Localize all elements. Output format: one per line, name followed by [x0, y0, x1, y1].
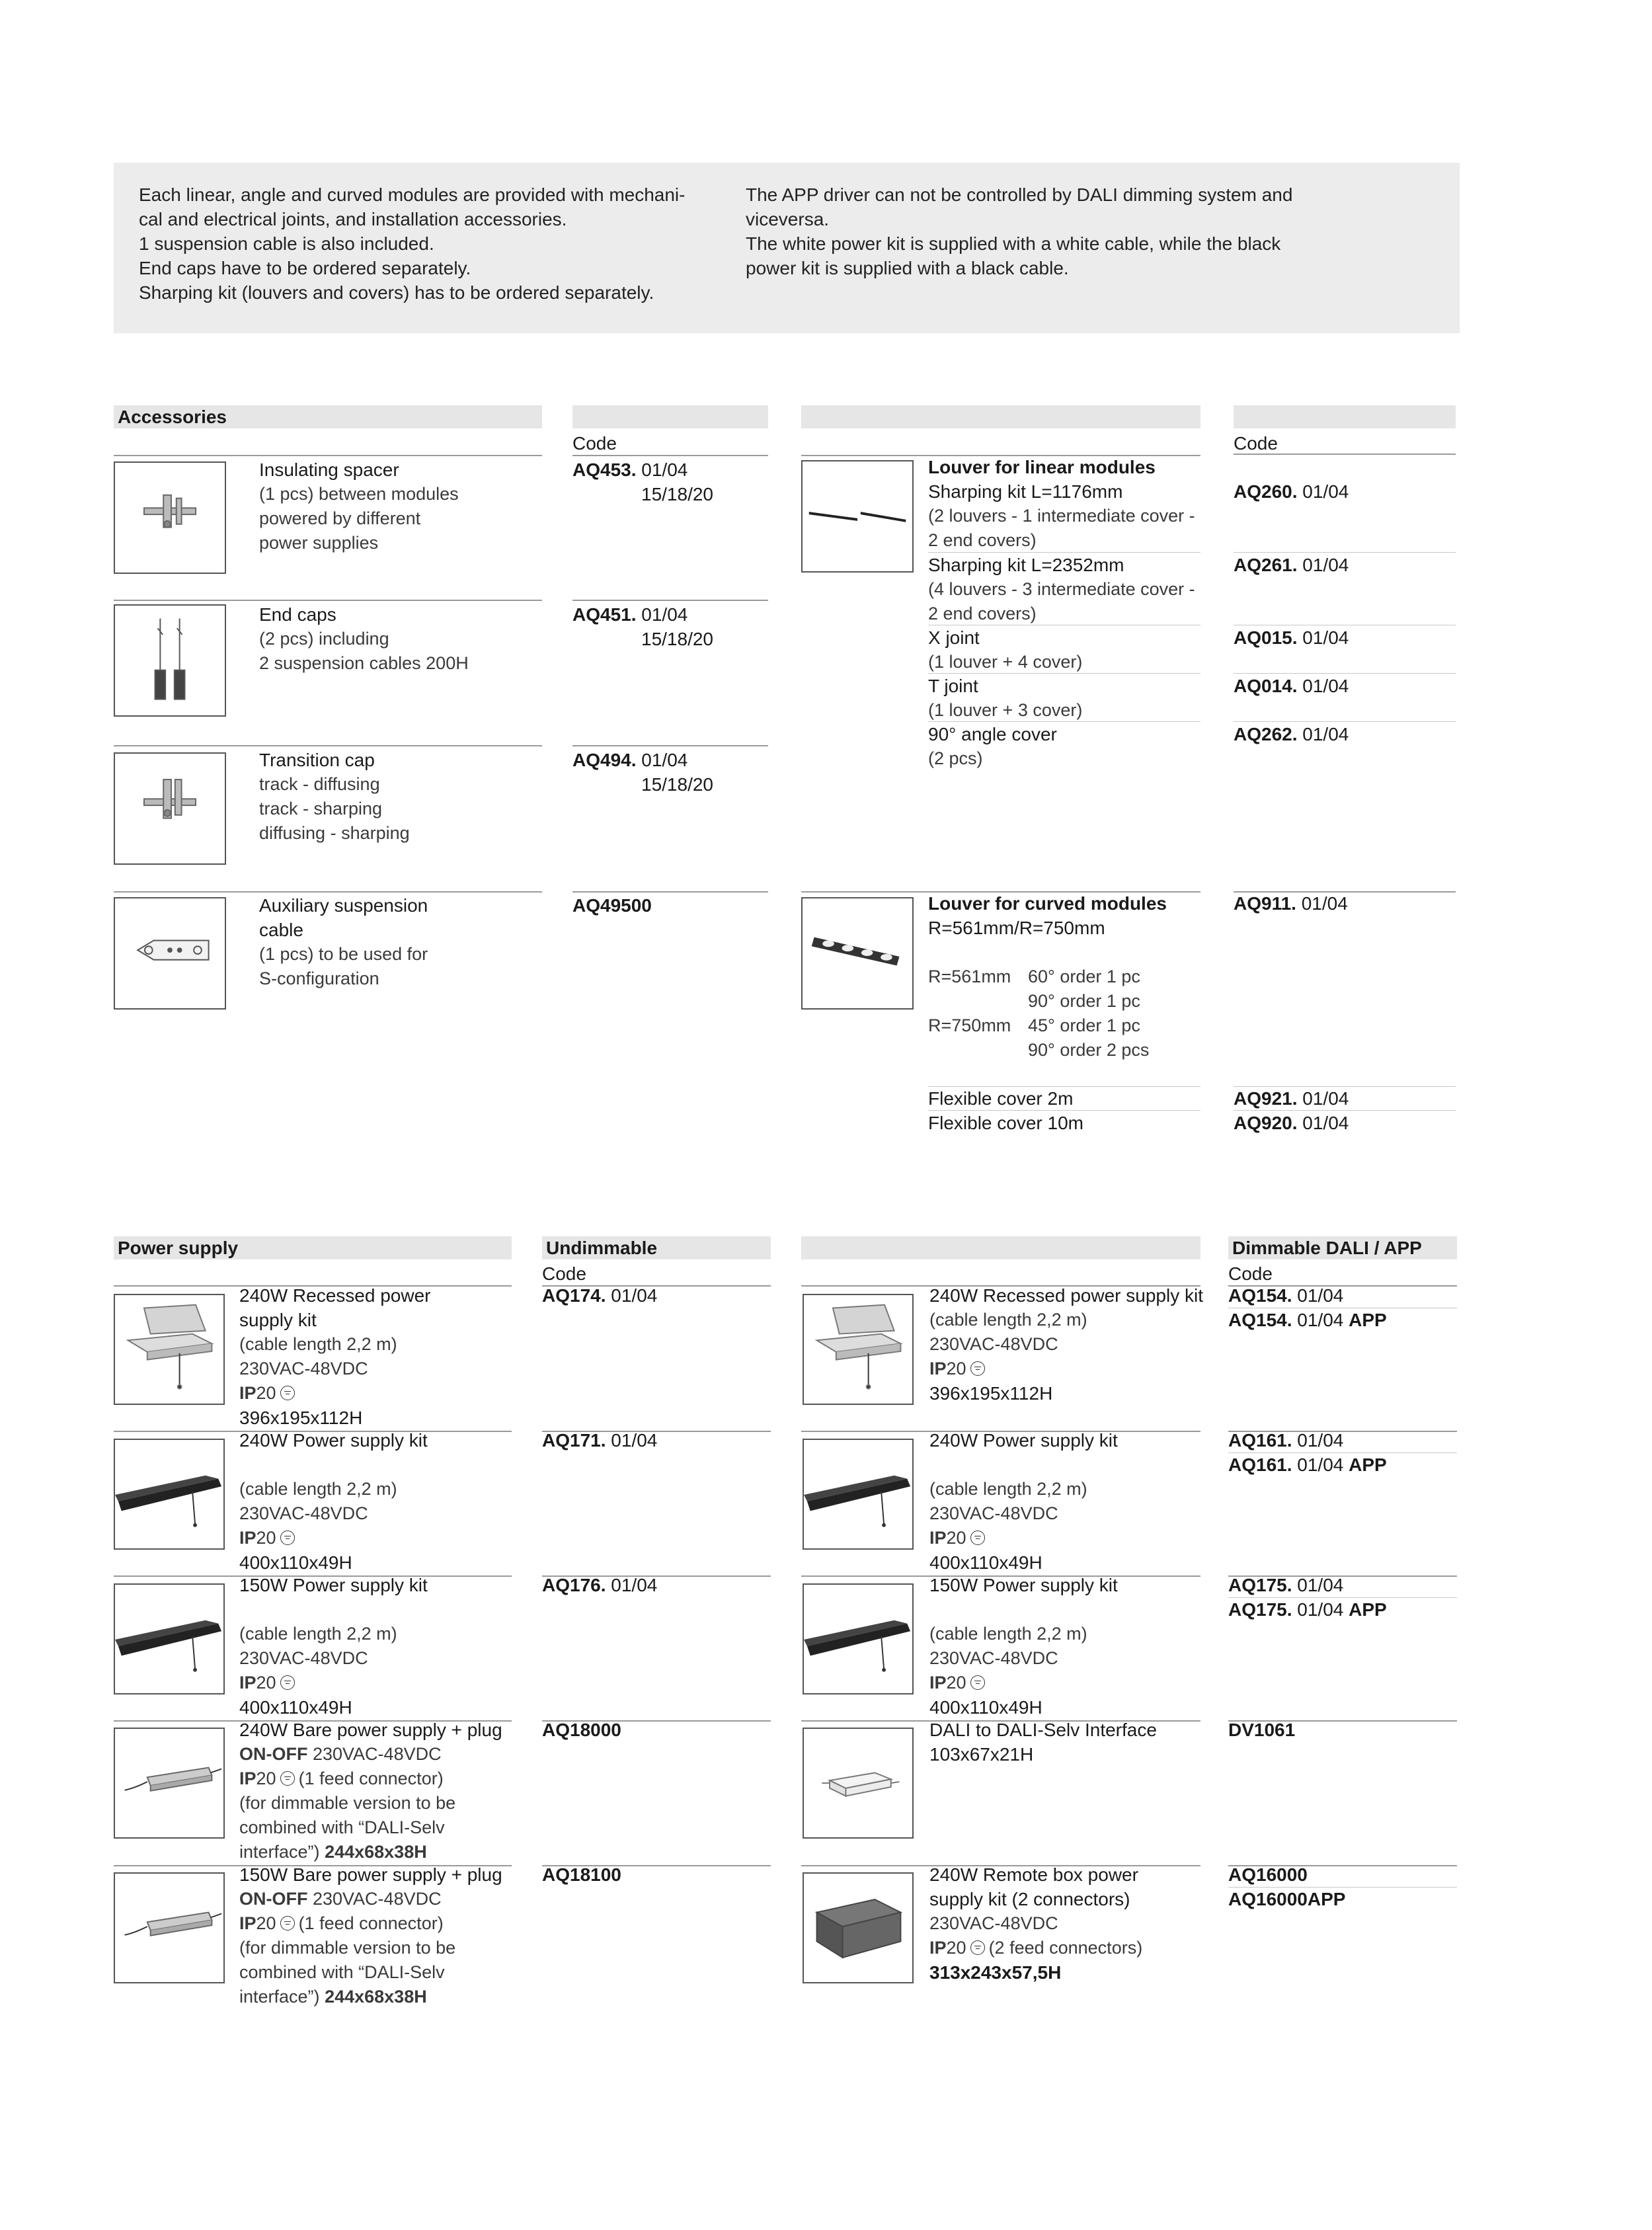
code-cell	[572, 458, 688, 482]
code-cell	[572, 602, 688, 627]
divider	[572, 891, 768, 893]
earth-icon	[280, 1771, 295, 1786]
power-voltage: 230VAC-48VDC	[313, 1744, 442, 1764]
power-voltage: 230VAC-48VDC	[239, 1648, 368, 1668]
power-dims: 400x110x49H	[929, 1552, 1042, 1573]
code-rest: 01/04	[1302, 676, 1349, 696]
ip-number: 20	[946, 1938, 966, 1958]
power-title: Power supply	[118, 1238, 239, 1258]
code-bold: AQ261.	[1234, 555, 1298, 575]
power-name: supply kit	[239, 1310, 317, 1330]
feed-label: (1 feed connector)	[298, 1913, 444, 1933]
feed-label: (1 feed connector)	[298, 1769, 444, 1788]
code-bold: AQ175.	[1228, 1599, 1292, 1620]
power-extra: (for dimmable version to be	[239, 1793, 456, 1813]
code-variant: 15/18/20	[641, 774, 713, 795]
ip-number: 20	[946, 1359, 966, 1378]
suspension-cable-image	[114, 897, 226, 1010]
power-dims: 396x195x112H	[239, 1408, 363, 1428]
power-name: 150W Power supply kit	[239, 1575, 428, 1595]
code-rest: 01/04	[1302, 1088, 1349, 1109]
power-onoff	[239, 1887, 442, 1911]
ip-label: IP	[239, 1383, 256, 1403]
code-cell	[1234, 625, 1349, 650]
divider	[114, 455, 542, 456]
louver-row-name: 90° angle cover	[928, 724, 1057, 744]
code-bold: AQ175.	[1228, 1575, 1292, 1595]
item-desc: (1 pcs) to be used for	[259, 944, 428, 964]
onoff-label: ON-OFF	[239, 1889, 308, 1909]
code-rest: 01/04	[1297, 1599, 1344, 1620]
power-cable: (cable length 2,2 m)	[929, 1624, 1087, 1644]
power-name: 150W Power supply kit	[929, 1575, 1118, 1595]
earth-icon	[280, 1386, 295, 1400]
code-label: Code	[572, 433, 617, 454]
code-cell	[1228, 1453, 1387, 1477]
feed-label: (2 feed connectors)	[988, 1938, 1143, 1958]
power-kit-image	[803, 1439, 914, 1550]
power-name: 240W Remote box power	[929, 1864, 1138, 1885]
power-cable: (cable length 2,2 m)	[239, 1334, 397, 1354]
power-extra: combined with “DALI-Selv	[239, 1962, 445, 1982]
power-ip	[239, 1671, 299, 1695]
code-label: Code	[1228, 1263, 1273, 1284]
remote-box-image	[803, 1872, 914, 1983]
suspension-cable-name-2: cable	[259, 920, 303, 940]
code-rest: 01/04	[1297, 1285, 1344, 1306]
order-label: 60° order 1 pc	[1028, 967, 1140, 986]
power-ip	[929, 1936, 1142, 1960]
code-bold: AQ176.	[542, 1575, 606, 1595]
earth-icon	[970, 1531, 985, 1545]
power-ip	[239, 1381, 299, 1406]
info-line: 1 suspension cable is also included.	[139, 233, 434, 254]
item-desc: (2 pcs) including	[259, 629, 389, 649]
power-name: DALI to DALI-Selv Interface	[929, 1720, 1157, 1740]
power-dims: 244x68x38H	[325, 1842, 427, 1862]
code-cell: AQ16000	[1228, 1864, 1308, 1885]
louver-row-desc: 2 end covers)	[928, 604, 1037, 623]
code-bold: AQ911.	[1234, 893, 1296, 914]
code-cell: AQ18000	[542, 1720, 621, 1740]
louver-row-desc: (4 louvers - 3 intermediate cover -	[928, 579, 1195, 599]
radius-label: R=561mm	[928, 967, 1011, 986]
end-caps-name: End caps	[259, 604, 336, 625]
power-voltage: 230VAC-48VDC	[929, 1334, 1058, 1354]
app-label: APP	[1349, 1599, 1387, 1620]
app-label: APP	[1349, 1454, 1387, 1475]
power-voltage: 230VAC-48VDC	[929, 1648, 1058, 1668]
code-header-bar	[572, 405, 768, 428]
louver-row-name: X joint	[928, 627, 980, 648]
power-dims: 396x195x112H	[929, 1383, 1053, 1404]
item-desc: (1 pcs) between modules	[259, 484, 459, 504]
ip-label: IP	[929, 1938, 947, 1958]
louver-linear-title: Louver for linear modules	[928, 457, 1156, 477]
recessed-power-image	[803, 1294, 914, 1405]
code-variant: 15/18/20	[641, 629, 713, 649]
power-right-header-bar	[801, 1236, 1200, 1259]
ip-number: 20	[256, 1383, 276, 1403]
power-ip	[929, 1526, 989, 1550]
order-label: 45° order 1 pc	[1028, 1015, 1140, 1035]
code-cell	[542, 1573, 657, 1597]
code-rest: 01/04	[1297, 1454, 1344, 1475]
info-line: Each linear, angle and curved modules are provided with mechani-	[139, 184, 686, 205]
ip-number: 20	[256, 1769, 276, 1788]
power-ip	[239, 1526, 299, 1550]
tail-text: interface”)	[239, 1987, 320, 2007]
code-rest: 01/04	[1302, 481, 1349, 502]
bare-power-150-image	[114, 1872, 225, 1983]
louver-row-desc: (2 pcs)	[928, 748, 983, 768]
power-cable: (cable length 2,2 m)	[929, 1479, 1087, 1499]
louver-linear-image	[801, 460, 914, 573]
code-bold: AQ154.	[1228, 1310, 1292, 1330]
ip-label: IP	[929, 1359, 947, 1378]
power-name: 240W Recessed power	[239, 1285, 431, 1306]
item-desc: 2 suspension cables 200H	[259, 653, 469, 673]
power-ip	[239, 1911, 444, 1936]
code-label: Code	[542, 1263, 586, 1284]
louver-curved-subtitle: R=561mm/R=750mm	[928, 918, 1105, 938]
code-rest: 01/04	[1297, 1310, 1344, 1330]
tail-text: interface”)	[239, 1842, 320, 1862]
power-kit-image	[114, 1439, 225, 1550]
code-cell	[1234, 553, 1349, 577]
power-voltage: 230VAC-48VDC	[239, 1503, 368, 1523]
ip-number: 20	[946, 1528, 966, 1548]
item-desc: track - sharping	[259, 799, 383, 818]
code-cell: AQ18100	[542, 1864, 621, 1885]
code-bold: AQ171.	[542, 1430, 606, 1451]
divider	[114, 891, 542, 893]
flex-cover-name: Flexible cover 10m	[928, 1113, 1083, 1133]
info-line: The APP driver can not be controlled by DALI dimming system and	[746, 184, 1293, 205]
code-rest: 01/04	[1302, 627, 1349, 648]
power-kit-150-image	[803, 1583, 914, 1694]
power-ip	[239, 1767, 444, 1791]
code-rest: 01/04	[611, 1430, 658, 1451]
power-cable: (cable length 2,2 m)	[929, 1310, 1087, 1330]
code-cell	[1234, 674, 1349, 698]
code-bold: AQ262.	[1234, 724, 1298, 744]
code-rest: 01/04	[611, 1285, 658, 1306]
power-voltage: 230VAC-48VDC	[313, 1889, 442, 1909]
power-voltage: 230VAC-48VDC	[239, 1359, 368, 1378]
info-left	[139, 182, 685, 305]
power-name: supply kit (2 connectors)	[929, 1889, 1130, 1909]
item-desc: diffusing - sharping	[259, 823, 410, 843]
code-rest: 01/04	[1302, 555, 1349, 575]
ip-label: IP	[239, 1769, 256, 1788]
louver-row-name: Sharping kit L=1176mm	[928, 481, 1123, 502]
dali-interface-image	[803, 1728, 914, 1839]
code-cell	[1234, 891, 1348, 916]
power-dims: 103x67x21H	[929, 1744, 1034, 1765]
divider	[572, 745, 768, 746]
louver-header-bar	[801, 405, 1200, 428]
order-label: 90° order 2 pcs	[1028, 1040, 1150, 1060]
code-bold: AQ174.	[542, 1285, 606, 1306]
order-label: 90° order 1 pc	[1028, 991, 1140, 1011]
power-dims: 244x68x38H	[325, 1987, 427, 2007]
louver-row-name: Sharping kit L=2352mm	[928, 555, 1124, 575]
louver-row-desc: (1 louver + 3 cover)	[928, 700, 1083, 720]
code-bold: AQ921.	[1234, 1088, 1298, 1109]
ip-number: 20	[256, 1913, 276, 1933]
item-desc: powered by different	[259, 508, 421, 528]
earth-icon	[970, 1940, 985, 1955]
code-rest: 01/04	[1302, 1113, 1349, 1133]
code-rest: 01/04	[1297, 1575, 1344, 1595]
power-cable: (cable length 2,2 m)	[239, 1479, 397, 1499]
power-extra: combined with “DALI-Selv	[239, 1817, 445, 1837]
power-name: 240W Power supply kit	[929, 1430, 1118, 1451]
ip-label: IP	[239, 1528, 256, 1548]
app-label: APP	[1349, 1310, 1387, 1330]
code-cell	[1234, 479, 1349, 504]
code-cell	[542, 1428, 657, 1453]
code-bold: AQ161.	[1228, 1454, 1292, 1475]
onoff-label: ON-OFF	[239, 1744, 308, 1764]
code-bold: AQ494.	[572, 750, 637, 770]
power-dims: 400x110x49H	[929, 1697, 1042, 1718]
code-cell	[1228, 1283, 1343, 1308]
code-rest: 01/04	[1297, 1430, 1344, 1451]
end-caps-image	[114, 604, 226, 717]
code-rest: 01/04	[641, 459, 688, 480]
code-cell	[572, 748, 688, 772]
power-dims: 400x110x49H	[239, 1697, 352, 1718]
code-cell: DV1061	[1228, 1720, 1296, 1740]
divider	[572, 600, 768, 601]
code-cell	[1234, 1086, 1349, 1111]
power-tail	[239, 1985, 427, 2009]
insulating-spacer-name: Insulating spacer	[259, 459, 399, 480]
code-cell	[542, 1283, 657, 1308]
divider	[114, 745, 542, 746]
code-header-bar-right	[1234, 405, 1456, 428]
louver-row-desc: 2 end covers)	[928, 530, 1037, 550]
info-line: Sharping kit (louvers and covers) has to be ordered separately.	[139, 282, 654, 303]
transition-cap-name: Transition cap	[259, 750, 375, 770]
code-cell	[1228, 1597, 1387, 1622]
power-ip	[929, 1357, 989, 1381]
info-line: The white power kit is supplied with a white cable, while the black	[746, 233, 1281, 254]
power-extra: (for dimmable version to be	[239, 1938, 456, 1958]
code-bold: AQ920.	[1234, 1113, 1298, 1133]
earth-icon	[280, 1531, 295, 1545]
power-name: 150W Bare power supply + plug	[239, 1864, 502, 1885]
item-desc: power supplies	[259, 533, 379, 553]
power-name: 240W Power supply kit	[239, 1430, 428, 1451]
code-rest: 01/04	[611, 1575, 658, 1595]
ip-label: IP	[239, 1913, 256, 1933]
code-bold: AQ015.	[1234, 627, 1298, 648]
code-rest: 01/04	[641, 604, 688, 625]
code-cell	[1234, 722, 1349, 746]
code-cell: AQ49500	[572, 895, 652, 916]
code-bold: AQ161.	[1228, 1430, 1292, 1451]
info-right	[746, 182, 1292, 280]
info-line: power kit is supplied with a black cable.	[746, 258, 1069, 278]
code-variant: 15/18/20	[641, 484, 713, 504]
divider	[572, 455, 768, 456]
flex-cover-name: Flexible cover 2m	[928, 1088, 1074, 1109]
code-rest: 01/04	[1302, 724, 1349, 744]
code-bold: AQ154.	[1228, 1285, 1292, 1306]
earth-icon	[280, 1675, 295, 1690]
louver-row-desc: (2 louvers - 1 intermediate cover -	[928, 506, 1195, 526]
accessories-title: Accessories	[118, 407, 227, 427]
power-tail	[239, 1840, 427, 1864]
insulating-spacer-image	[114, 461, 226, 574]
code-cell	[1228, 1573, 1343, 1597]
louver-row-desc: (1 louver + 4 cover)	[928, 652, 1083, 672]
power-dims: 313x243x57,5H	[929, 1962, 1062, 1983]
code-cell	[1234, 1111, 1349, 1135]
info-line: cal and electrical joints, and installation accessories.	[139, 209, 567, 229]
ip-number: 20	[256, 1528, 276, 1548]
divider	[1234, 454, 1456, 455]
recessed-power-image	[114, 1294, 225, 1405]
power-voltage: 230VAC-48VDC	[929, 1503, 1058, 1523]
dimmable-title: Dimmable DALI / APP	[1232, 1238, 1422, 1258]
ip-label: IP	[239, 1673, 256, 1692]
power-name: 240W Recessed power supply kit	[929, 1285, 1203, 1306]
radius-label: R=750mm	[928, 1015, 1011, 1035]
power-kit-150-image	[114, 1583, 225, 1694]
ip-label: IP	[929, 1528, 947, 1548]
earth-icon	[970, 1675, 985, 1690]
divider	[114, 600, 542, 601]
power-cable: (cable length 2,2 m)	[239, 1624, 397, 1644]
code-rest: 01/04	[641, 750, 688, 770]
ip-label: IP	[929, 1673, 947, 1692]
code-bold: AQ451.	[572, 604, 637, 625]
code-cell	[1228, 1308, 1387, 1332]
code-bold: AQ453.	[572, 459, 637, 480]
power-onoff	[239, 1742, 442, 1767]
code-bold: AQ014.	[1234, 676, 1298, 696]
louver-curved-image	[801, 897, 914, 1010]
undimmable-title: Undimmable	[546, 1238, 658, 1258]
ip-number: 20	[256, 1673, 276, 1692]
power-dims: 400x110x49H	[239, 1552, 352, 1573]
code-cell	[1228, 1428, 1343, 1453]
code-rest: 01/04	[1301, 893, 1348, 914]
bare-power-image	[114, 1728, 225, 1839]
louver-row-name: T joint	[928, 676, 978, 696]
item-desc: track - diffusing	[259, 774, 380, 794]
earth-icon	[970, 1361, 985, 1376]
ip-number: 20	[946, 1673, 966, 1692]
louver-curved-title: Louver for curved modules	[928, 893, 1167, 914]
power-ip	[929, 1671, 989, 1695]
info-line: End caps have to be ordered separately.	[139, 258, 471, 278]
power-voltage: 230VAC-48VDC	[929, 1913, 1058, 1933]
code-cell: AQ16000APP	[1228, 1889, 1346, 1909]
suspension-cable-name: Auxiliary suspension	[259, 895, 428, 916]
transition-cap-image	[114, 752, 226, 865]
info-box	[114, 163, 1460, 333]
power-name: 240W Bare power supply + plug	[239, 1720, 502, 1740]
code-label-right: Code	[1234, 433, 1278, 454]
earth-icon	[280, 1916, 295, 1931]
code-bold: AQ260.	[1234, 481, 1298, 502]
item-desc: S-configuration	[259, 969, 379, 988]
info-line: viceversa.	[746, 209, 830, 229]
